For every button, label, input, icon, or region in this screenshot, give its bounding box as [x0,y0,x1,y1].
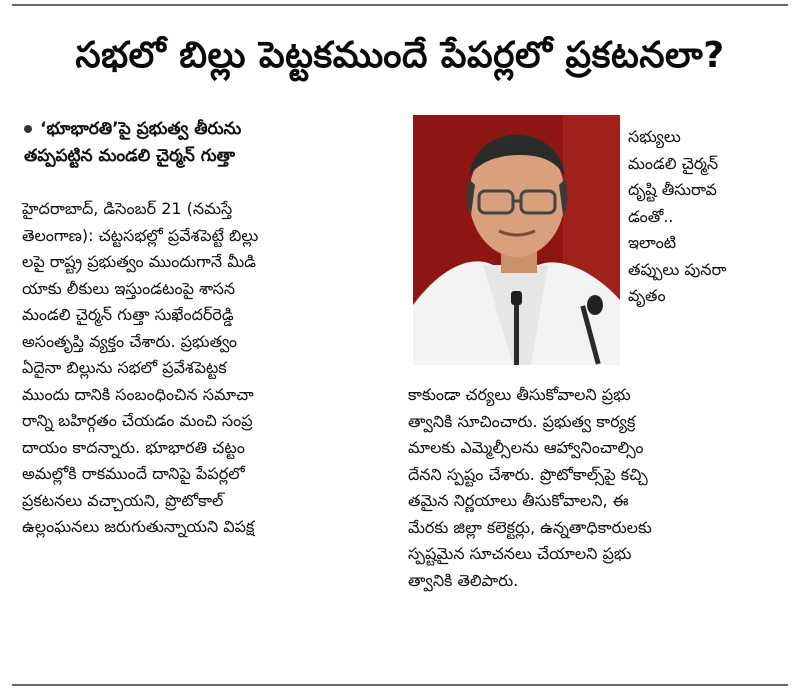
news-photo [413,115,620,365]
body-line: తెలంగాణ): చట్టసభల్లో ప్రవేశపెట్టే బిల్లు [22,225,259,245]
body-line: కాకుండా చర్యలు తీసుకోవాలని ప్రభు [408,385,631,404]
headline: సభలో బిల్లు పెట్టకముందే పేపర్లలో ప్రకటనలా? [75,35,725,76]
subheadline [24,116,404,170]
body-right-bottom-column [408,382,788,594]
portrait-illustration [413,115,620,365]
bullet-icon [24,125,32,133]
body-line: స్పష్టమైన సూచనలు చేయాలని ప్రభు [408,544,632,563]
body-line: తప్పులు పునరా [628,259,727,279]
body-line: మేరకు జిల్లా కలెక్టర్లు, ఉన్నతాధికారులకు [408,517,652,537]
body-line: ఇలాంటి [628,233,677,252]
body-line: దాయం కాదన్నారు. భూభారతి చట్టం [22,437,245,457]
body-line: మాలకు ఎమ్మెల్సీలను ఆహ్వానించాల్సిం [408,438,644,457]
body-line: ఏదైనా బిల్లును సభలో ప్రవేశపెట్టక [22,358,227,377]
body-line: త్వానికి సూచించారు. ప్రభుత్వ కార్యక్ర [408,411,636,431]
body-line: రాన్ని బహిర్గతం చేయడం మంచి సంప్ర [22,411,253,430]
bottom-border-rule [12,684,788,686]
body-line: వృతం [628,286,666,305]
body-line: దృష్టి తీసురావ [628,180,717,199]
subheadline-line-2: తప్పపట్టిన మండలి చైర్మన్ గుత్తా [24,146,236,166]
body-right-top-column [628,124,788,310]
body-line: మండలి చైర్మన్ [628,153,719,173]
body-left-column [22,196,392,541]
body-line: దేనని స్పష్టం చేశారు. ప్రొటోకాల్స్‌పై కచ్చి [408,464,648,484]
body-line: ముందు దానికి సంబంధించిన సమాచా [22,384,254,404]
body-line: అసంతృప్తి వ్యక్తం చేశారు. ప్రభుత్వం [22,331,238,351]
body-line: ఉల్లంఘనలు జరుగుతున్నాయని విపక్ష [22,517,255,536]
body-line: హైదరాబాద్, డిసెంబర్ 21 (నమస్తే [22,199,233,218]
body-line: లపై రాష్ట్ర ప్రభుత్వం ముందుగానే మీడి [22,252,256,271]
body-line: మండలి చైర్మన్ గుత్తా సుఖేందర్‌రెడ్డి [22,305,234,324]
body-line: త్వానికి తెలిపారు. [408,570,519,590]
body-line: తమైన నిర్ణయాలు తీసుకోవాలని, ఈ [408,491,629,510]
body-line: అమల్లోకి రాకముందే దానిపై పేపర్లలో [22,464,245,483]
body-line: డంతో.. [628,206,674,226]
top-border-rule [12,4,788,6]
body-line: యాకు లీకులు ఇస్తుండటంపై శాసన [22,278,236,298]
subheadline-line-1 [24,116,404,143]
body-line: ప్రకటనలు వచ్చాయని, ప్రొటోకాల్ [22,490,224,510]
body-line: సభ్యులు [628,127,681,146]
subheadline-text-1: ‘భూభారతి’పై ప్రభుత్వ తీరును [40,119,242,139]
